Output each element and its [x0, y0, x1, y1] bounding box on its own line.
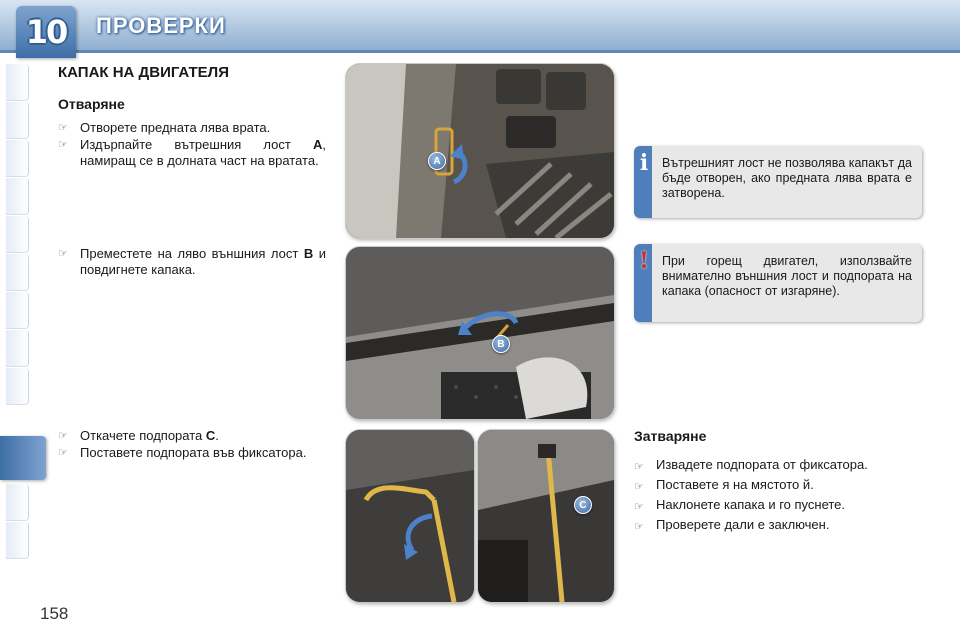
info-note-text: Вътрешният лост не позволява капакът да бъде отворен, ако предната лява врата е затворена.	[662, 156, 912, 200]
list-item: ☞ Издърпайте вътрешния лост A, намиращ се в долната част на вратата.	[58, 137, 326, 168]
closing-steps	[634, 455, 924, 535]
list-item: ☞ Отворете предната лява врата.	[58, 120, 271, 135]
interior-lever-illustration	[346, 64, 614, 238]
side-tab[interactable]	[6, 330, 29, 367]
info-icon: i	[639, 150, 649, 176]
side-tab-active[interactable]	[0, 436, 46, 480]
side-tab[interactable]	[6, 64, 29, 101]
prop-installed-illustration	[478, 430, 614, 602]
hand-pointer-icon: ☞	[634, 460, 644, 473]
side-tab[interactable]	[6, 484, 29, 521]
prop-label: C	[205, 428, 216, 443]
chapter-side-tabs	[0, 64, 32, 576]
opening-steps-3	[58, 428, 330, 462]
list-item: ☞ Преместете на ляво външния лост B и повдигнете капака.	[58, 246, 326, 277]
hand-pointer-icon: ☞	[634, 480, 644, 493]
hand-pointer-icon: ☞	[58, 138, 68, 151]
exterior-lever-illustration	[346, 247, 614, 419]
side-tab[interactable]	[6, 292, 29, 329]
lever-label: A	[312, 137, 323, 152]
side-tab[interactable]	[6, 178, 29, 215]
exterior-lever-photo	[346, 247, 614, 419]
side-tab[interactable]	[6, 254, 29, 291]
prop-installed-photo	[478, 430, 614, 602]
header-divider	[0, 50, 960, 53]
hand-pointer-icon: ☞	[58, 446, 68, 459]
section-title: КАПАК НА ДВИГАТЕЛЯ	[58, 64, 229, 81]
side-tab[interactable]	[6, 102, 29, 139]
side-tab[interactable]	[6, 216, 29, 253]
label-b-badge: B	[492, 335, 510, 353]
list-item: ☞ Откачете подпората C.	[58, 428, 219, 443]
list-item: ☞ Наклонете капака и го пуснете.	[634, 495, 924, 514]
opening-heading: Отваряне	[58, 96, 125, 112]
hand-pointer-icon: ☞	[634, 520, 644, 533]
list-item: ☞ Поставете я на мястото й.	[634, 475, 924, 494]
label-c-badge: C	[574, 496, 592, 514]
list-item: ☞ Проверете дали е заключен.	[634, 515, 924, 534]
prop-detail-illustration	[346, 430, 474, 602]
hand-pointer-icon: ☞	[58, 429, 68, 442]
lever-label: B	[303, 246, 314, 261]
warning-note	[634, 244, 922, 322]
prop-detail-photo	[346, 430, 474, 602]
page-number: 158	[40, 604, 69, 623]
side-tab[interactable]	[6, 140, 29, 177]
hand-pointer-icon: ☞	[58, 121, 68, 134]
label-a-badge: A	[428, 152, 446, 170]
list-item: ☞ Поставете подпората във фиксатора.	[58, 445, 307, 460]
chapter-title: ПРОВЕРКИ	[96, 13, 226, 38]
side-tab[interactable]	[6, 522, 29, 559]
interior-lever-photo	[346, 64, 614, 238]
opening-steps-2	[58, 246, 326, 279]
chapter-number: 10	[25, 13, 67, 51]
side-tab[interactable]	[6, 368, 29, 405]
hand-pointer-icon: ☞	[634, 500, 644, 513]
warning-note-text: При горещ двигател, използвайте внимателно външния лост и подпората на капака (опасност от изгаряне).	[662, 254, 912, 298]
info-note	[634, 146, 922, 218]
list-item: ☞ Извадете подпората от фиксатора.	[634, 455, 924, 474]
closing-heading: Затваряне	[634, 428, 707, 444]
warning-icon: !	[639, 248, 649, 274]
hand-pointer-icon: ☞	[58, 247, 68, 260]
chapter-number-tab	[16, 6, 76, 58]
opening-steps-1	[58, 120, 326, 170]
